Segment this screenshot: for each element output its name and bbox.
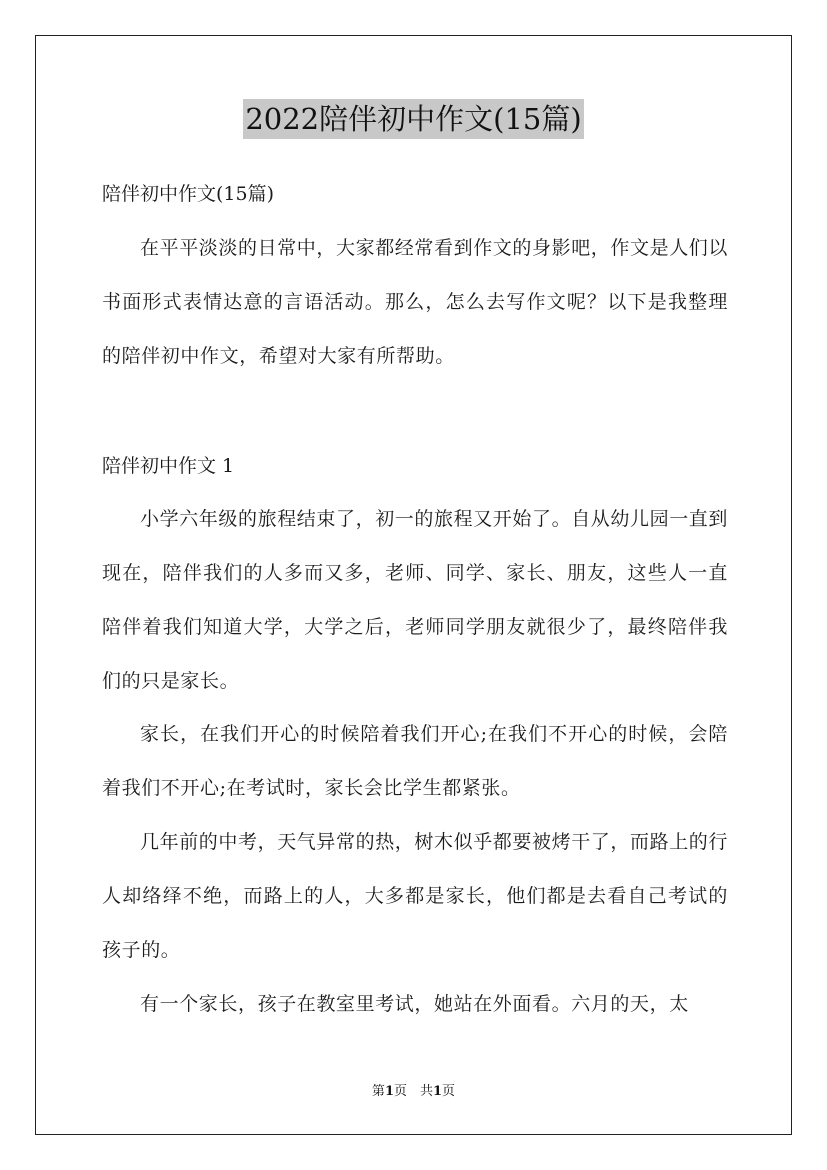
title-container (0, 99, 827, 139)
section-heading: 陪伴初中作文 1 (102, 455, 235, 477)
footer-page-suffix: 页 (442, 1084, 456, 1099)
footer-page-prefix: 第 (371, 1084, 385, 1099)
intro-paragraph: 在平平淡淡的日常中，大家都经常看到作文的身影吧，作文是人们以书面形式表情达意的言语活动。那么，怎么去写作文呢？以下是我整理的陪伴初中作文，希望对大家有所帮助。 (102, 237, 729, 367)
footer-page-total: 1 (433, 1084, 443, 1099)
body-paragraph-2: 家长，在我们开心的时候陪着我们开心;在我们不开心的时候，会陪着我们不开心;在考试时，家长会比学生都紧张。 (102, 723, 728, 799)
page-footer (0, 1083, 827, 1101)
document-subtitle: 陪伴初中作文(15篇) (102, 183, 275, 205)
body-paragraph-3: 几年前的中考，天气异常的热，树木似乎都要被烤干了，而路上的行人却络绎不绝，而路上的人，大多都是家长，他们都是去看自己考试的孩子的。 (102, 831, 729, 961)
body-paragraph-1: 小学六年级的旅程结束了，初一的旅程又开始了。自从幼儿园一直到现在，陪伴我们的人多而又多，老师、同学、家长、朋友，这些人一直陪伴着我们知道大学，大学之后，老师同学朋友就很少了，最终陪伴我们的只是家长。 (102, 508, 729, 692)
body-paragraph-4: 有一个家长，孩子在教室里考试，她站在外面看。六月的天，太 (140, 993, 689, 1015)
document-title: 2022陪伴初中作文(15篇) (243, 99, 583, 139)
footer-page-mid: 页 共 (393, 1084, 433, 1099)
footer-page-current: 1 (384, 1084, 394, 1099)
